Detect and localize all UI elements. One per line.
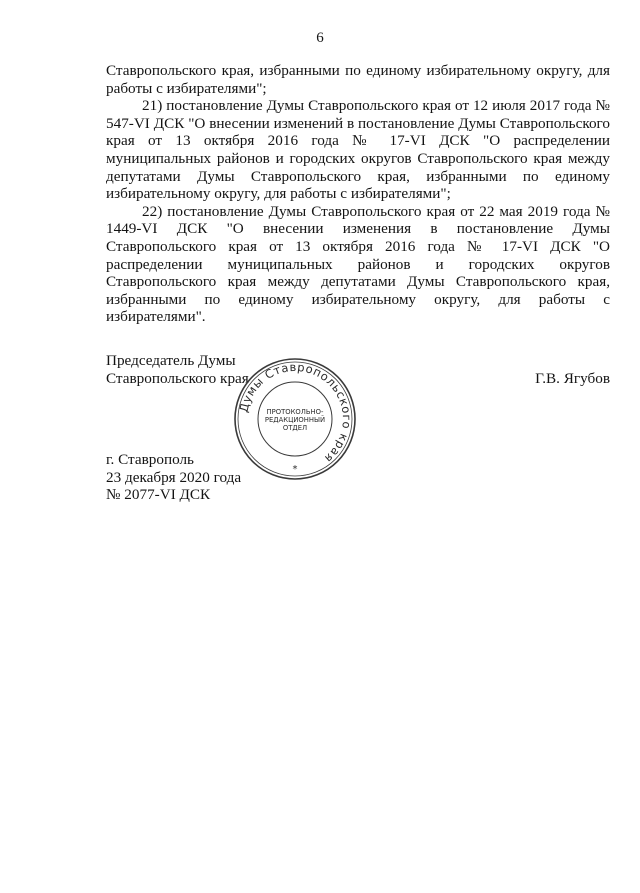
official-seal-graphic bbox=[232, 356, 358, 482]
paragraph-item-21: 21) постановление Думы Ставропольского края от 12 июля 2017 года № 547-VI ДСК "О внесении изменений в постановление Думы Ставропольского края от 13 октября 2016 года № 17-VI ДСК "О распределении муниципальных районов и городских округов Ставропольского края между депутатами Думы Ставропольского края, избранными по единому избирательному округу, для работы с избирателями"; bbox=[106, 97, 610, 203]
signer-name: Г.В. Ягубов bbox=[535, 370, 610, 387]
signature-title bbox=[106, 352, 249, 388]
signature-title-line2: Ставропольского края bbox=[106, 370, 249, 387]
page-number: 6 bbox=[316, 30, 324, 46]
signature-title-line1: Председатель Думы bbox=[106, 352, 236, 369]
document-number: № 2077-VI ДСК bbox=[106, 486, 211, 503]
place-date-block bbox=[106, 451, 241, 504]
seal-star-mark: * bbox=[292, 464, 298, 475]
body-text bbox=[106, 62, 610, 326]
document-date: 23 декабря 2020 года bbox=[106, 468, 242, 486]
seal-center-line1: ПРОТОКОЛЬНО- bbox=[266, 408, 324, 416]
paragraph-item-22: 22) постановление Думы Ставропольского края от 22 мая 2019 года № 1449-VI ДСК "О внесении изменения в постановление Думы Ставропольского края от 13 октября 2016 года № 17-VI ДСК "О распределении муниципальных районов и городских округов Ставропольского края между депутатами Думы Ставропольского края, избранными по единому избирательному округу, для работы с избирателями". bbox=[106, 202, 610, 326]
city: г. Ставрополь bbox=[106, 451, 194, 468]
seal-center-line3: ОТДЕЛ bbox=[282, 424, 308, 432]
official-seal bbox=[232, 356, 358, 482]
seal-center-line2: РЕДАКЦИОННЫЙ bbox=[264, 416, 326, 424]
seal-ring-text: Думы Ставропольского края bbox=[236, 359, 355, 466]
paragraph-continuation: Ставропольского края, избранными по единому избирательному округу, для работы с избирателями"; bbox=[106, 62, 610, 97]
